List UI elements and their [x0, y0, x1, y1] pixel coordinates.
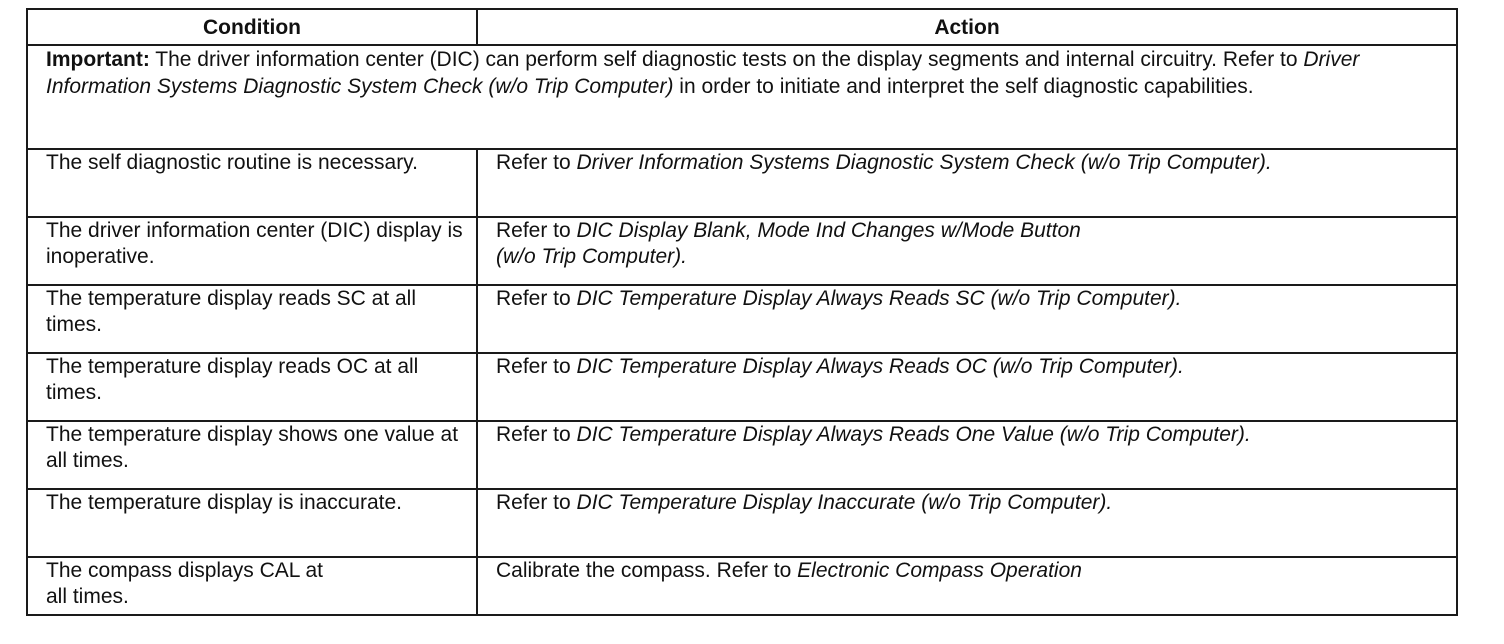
- table-row: [27, 421, 1457, 489]
- important-text-1: The driver information center (DIC) can perform self diagnostic tests on the display segments and internal circuitry. Refer to: [149, 48, 1304, 71]
- action-cell: [477, 353, 1457, 421]
- action-reference: DIC Temperature Display Always Reads OC (w/o Trip Computer).: [576, 355, 1184, 378]
- action-cell: [477, 149, 1457, 217]
- condition-line: The compass displays CAL at: [46, 559, 324, 582]
- table-row: [27, 557, 1457, 615]
- condition-cell: The temperature display reads SC at all times.: [27, 285, 477, 353]
- action-prefix: Refer to: [496, 287, 577, 310]
- action-prefix: Refer to: [496, 151, 577, 174]
- important-reference: Driver Information Systems Diagnostic System Check (w/o Trip Computer): [46, 48, 1360, 98]
- action-prefix: Refer to: [496, 355, 577, 378]
- diagnostic-table: [26, 8, 1458, 616]
- important-label: Important:: [46, 48, 150, 71]
- table-row: [27, 353, 1457, 421]
- condition-cell: [27, 557, 477, 615]
- action-reference-continued: (w/o Trip Computer).: [496, 245, 687, 268]
- action-reference: DIC Temperature Display Always Reads SC (w/o Trip Computer).: [576, 287, 1182, 310]
- action-cell: [477, 217, 1457, 285]
- action-prefix: Refer to: [496, 219, 577, 242]
- action-header: Action: [477, 9, 1457, 45]
- action-prefix: Refer to: [496, 491, 577, 514]
- action-reference: DIC Temperature Display Always Reads One Value (w/o Trip Computer).: [576, 423, 1251, 446]
- table-row: [27, 285, 1457, 353]
- action-reference: DIC Temperature Display Inaccurate (w/o Trip Computer).: [576, 491, 1113, 514]
- action-cell: [477, 489, 1457, 557]
- action-prefix: Refer to: [496, 423, 577, 446]
- important-text-2: in order to initiate and interpret the self diagnostic capabilities.: [673, 75, 1254, 98]
- action-reference: DIC Display Blank, Mode Ind Changes w/Mode Button: [576, 219, 1081, 242]
- table-row: [27, 217, 1457, 285]
- condition-header: Condition: [27, 9, 477, 45]
- important-note: [27, 45, 1457, 149]
- condition-cell: The temperature display shows one value at all times.: [27, 421, 477, 489]
- condition-cell: The temperature display reads OC at all times.: [27, 353, 477, 421]
- header-row: [27, 9, 1457, 45]
- action-cell: [477, 421, 1457, 489]
- condition-cell: The temperature display is inaccurate.: [27, 489, 477, 557]
- action-reference: Driver Information Systems Diagnostic System Check (w/o Trip Computer).: [576, 151, 1272, 174]
- condition-cell: The self diagnostic routine is necessary.: [27, 149, 477, 217]
- action-cell: [477, 285, 1457, 353]
- condition-cell: The driver information center (DIC) display is inoperative.: [27, 217, 477, 285]
- action-cell: [477, 557, 1457, 615]
- action-prefix: Calibrate the compass. Refer to: [496, 559, 798, 582]
- condition-line: all times.: [46, 585, 129, 608]
- action-reference: Electronic Compass Operation: [797, 559, 1082, 582]
- important-note-row: [27, 45, 1457, 149]
- table-row: [27, 149, 1457, 217]
- table-row: [27, 489, 1457, 557]
